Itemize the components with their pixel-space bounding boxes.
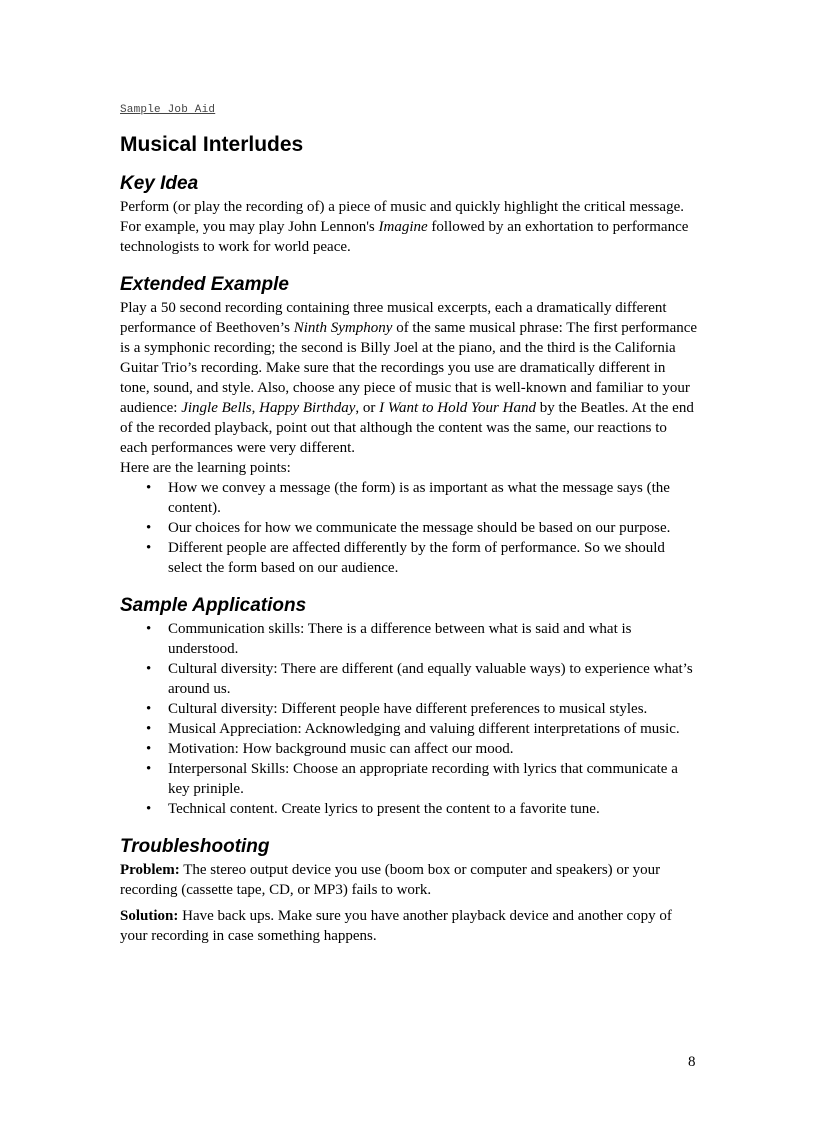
title-hold-your-hand: I Want to Hold Your Hand [379, 400, 536, 416]
title-jingle-bells: Jingle Bells [181, 400, 252, 416]
sample-applications-section [120, 594, 698, 819]
list-item: • Our choices for how we communicate the message should be based on our purpose. [168, 518, 698, 538]
ext-text-1: Play a 50 second recording containing three musical excerpts, each a dramatically different performance of Beethoven’s [120, 300, 667, 336]
ext-text-3: by the Beatles. At the end of the recorded playback, point out that although the content was the same, our reactions to each performances were very different. [120, 400, 694, 456]
learning-points-intro: Here are the learning points: [120, 460, 291, 476]
list-item: • How we convey a message (the form) is as important as what the message says (the content). [168, 478, 698, 518]
page-number: 8 [688, 1054, 696, 1070]
list-item: • Communication skills: There is a difference between what is said and what is understood. [168, 619, 698, 659]
title-happy-birthday: Happy Birthday [259, 400, 356, 416]
document-page [120, 104, 698, 952]
solution-paragraph [120, 906, 698, 946]
problem-text: The stereo output device you use (boom box or computer and speakers) or your recording (cassette tape, CD, or MP3) fails to work. [120, 862, 661, 898]
header-label: Sample Job Aid [120, 104, 216, 116]
list-item: • Interpersonal Skills: Choose an appropriate recording with lyrics that communicate a key priniple. [168, 759, 698, 799]
list-item: • Technical content. Create lyrics to present the content to a favorite tune. [168, 799, 698, 819]
troubleshooting-heading: Troubleshooting [120, 836, 270, 857]
extended-example-section [120, 273, 698, 578]
solution-text: Have back ups. Make sure you have another playback device and another copy of your recording in case something happens. [120, 908, 672, 944]
ext-sep-2: , or [355, 400, 380, 416]
key-idea-heading: Key Idea [120, 173, 199, 194]
list-item: • Different people are affected differently by the form of performance. So we should select the form based on our audience. [168, 538, 698, 578]
key-idea-section [120, 172, 698, 257]
page-title: Musical Interludes [120, 133, 304, 156]
problem-paragraph [120, 860, 698, 900]
applications-list [120, 619, 698, 819]
list-item: • Motivation: How background music can affect our mood. [168, 739, 698, 759]
extended-example-heading: Extended Example [120, 274, 289, 295]
ext-sep-1: , [251, 400, 260, 416]
learning-points-list [120, 478, 698, 578]
song-title-imagine: Imagine [378, 219, 428, 235]
solution-label: Solution: [120, 908, 179, 924]
list-item: • Cultural diversity: There are different (and equally valuable ways) to experience what’s around us. [168, 659, 698, 699]
key-idea-text-after: followed by an exhortation to performance technologists to work for world peace. [120, 219, 689, 255]
title-ninth-symphony: Ninth Symphony [293, 320, 393, 336]
troubleshooting-section [120, 835, 698, 946]
key-idea-text [120, 197, 698, 257]
list-item: • Cultural diversity: Different people have different preferences to musical styles. [168, 699, 698, 719]
key-idea-text-before: Perform (or play the recording of) a piece of music and quickly highlight the critical message. For example, you may play John Lennon's [120, 199, 684, 235]
ext-text-2: of the same musical phrase: The first performance is a symphonic recording; the second is Billy Joel at the piano, and the third is the California Guitar Trio’s recording. Make sure that the recordings you use are dramatically different in tone, sound, and style. Also, choose any piece of music that is well-known and familiar to your audience: [120, 320, 698, 416]
sample-applications-heading: Sample Applications [120, 595, 307, 616]
list-item: • Musical Appreciation: Acknowledging and valuing different interpretations of music. [168, 719, 698, 739]
problem-label: Problem: [120, 862, 180, 878]
extended-example-text [120, 298, 698, 458]
